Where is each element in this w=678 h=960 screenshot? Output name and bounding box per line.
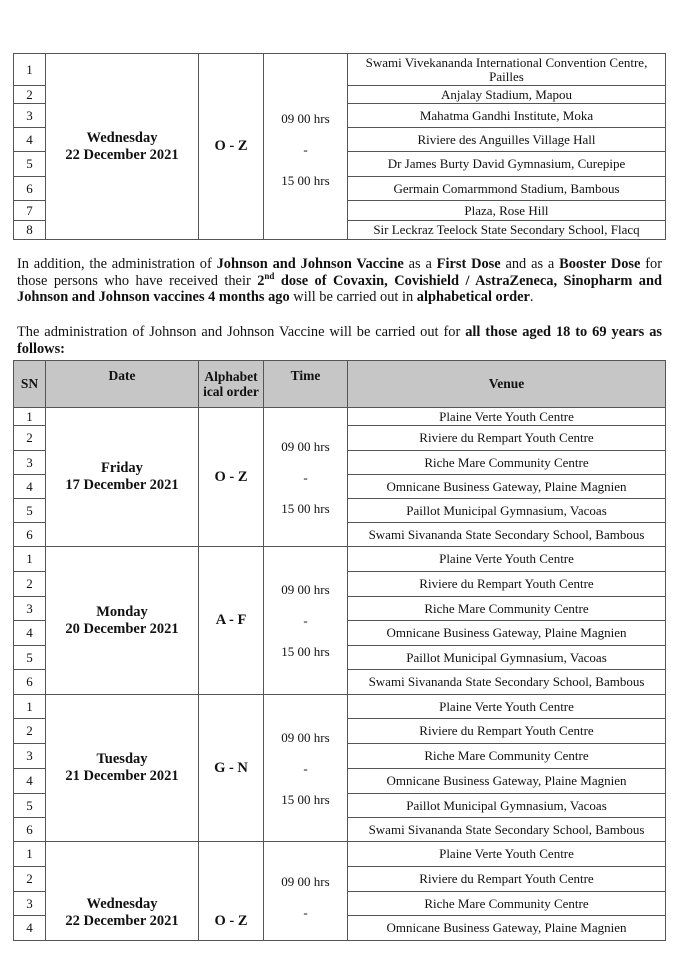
time-end: 15 00 hrs [281, 500, 330, 516]
sn-cell: 5 [14, 152, 46, 177]
time-separator: - [303, 613, 308, 628]
sn-cell: 2 [14, 719, 46, 744]
venue-cell: Swami Vivekananda International Convention Centre, Pailles [348, 54, 666, 86]
alpha-order-cell: G - N [199, 695, 264, 842]
venue-cell: Plaine Verte Youth Centre [348, 408, 666, 426]
date-day: Friday [101, 460, 143, 476]
venue-cell: Paillot Municipal Gymnasium, Vacoas [348, 646, 666, 670]
venue-cell: Sir Leckraz Teelock State Secondary School, Flacq [348, 221, 666, 240]
alpha-order-cell: A - F [199, 547, 264, 695]
sn-cell: 4 [14, 916, 46, 941]
time-separator: - [303, 905, 308, 920]
venue-cell: Plaine Verte Youth Centre [348, 695, 666, 719]
time-cell [264, 695, 348, 842]
sn-cell: 4 [14, 128, 46, 152]
date-day: Monday [96, 603, 148, 620]
sn-cell: 2 [14, 86, 46, 104]
venue-cell: Plaine Verte Youth Centre [348, 842, 666, 867]
venue-cell: Riche Mare Community Centre [348, 744, 666, 769]
venue-cell: Riviere du Rempart Youth Centre [348, 572, 666, 597]
venue-cell: Anjalay Stadium, Mapou [348, 86, 666, 104]
venue-cell: Omnicane Business Gateway, Plaine Magnien [348, 475, 666, 499]
date-full: 21 December 2021 [65, 768, 179, 784]
schedule-table-2 [13, 360, 666, 941]
venue-cell: Paillot Municipal Gymnasium, Vacoas [348, 794, 666, 818]
venue-cell: Riviere du Rempart Youth Centre [348, 867, 666, 892]
venue-cell: Paillot Municipal Gymnasium, Vacoas [348, 499, 666, 523]
sn-cell: 2 [14, 867, 46, 892]
header-date: Date [46, 361, 199, 408]
venue-cell: Omnicane Business Gateway, Plaine Magnien [348, 916, 666, 941]
venue-cell: Riviere des Anguilles Village Hall [348, 128, 666, 152]
venue-cell: Swami Sivananda State Secondary School, Bambous [348, 818, 666, 842]
header-alpha-order: Alphabet ical order [199, 361, 264, 408]
sn-cell: 4 [14, 769, 46, 794]
header-venue: Venue [348, 361, 666, 408]
sn-cell: 6 [14, 818, 46, 842]
venue-cell: Riviere du Rempart Youth Centre [348, 426, 666, 451]
age-group-paragraph: The administration of Johnson and Johnson Vaccine will be carried out for all those aged 18 to 69 years as follows: [17, 324, 663, 357]
date-cell [46, 695, 199, 842]
schedule-table-1 [13, 53, 666, 240]
time-separator: - [303, 760, 308, 776]
sn-cell: 2 [14, 572, 46, 597]
alpha-order-cell: O - Z [199, 842, 264, 941]
sn-cell: 5 [14, 794, 46, 818]
sn-cell: 5 [14, 499, 46, 523]
venue-cell: Riche Mare Community Centre [348, 597, 666, 621]
time-end: 15 00 hrs [281, 644, 330, 659]
venue-cell: Dr James Burty David Gymnasium, Curepipe [348, 152, 666, 177]
sn-cell: 3 [14, 597, 46, 621]
venue-cell: Riche Mare Community Centre [348, 451, 666, 475]
time-cell [264, 408, 348, 547]
date-cell [46, 547, 199, 695]
time-end: 15 00 hrs [281, 791, 330, 807]
header-sn: SN [14, 361, 46, 408]
sn-cell: 5 [14, 646, 46, 670]
time-start: 09 00 hrs [281, 729, 330, 745]
venue-cell: Omnicane Business Gateway, Plaine Magnien [348, 621, 666, 646]
sn-cell: 1 [14, 54, 46, 86]
venue-cell: Plaine Verte Youth Centre [348, 547, 666, 572]
sn-cell: 1 [14, 408, 46, 426]
date-cell [46, 408, 199, 547]
time-start: 09 00 hrs [281, 582, 330, 597]
venue-cell: Swami Sivananda State Secondary School, Bambous [348, 670, 666, 695]
date-full: 22 December 2021 [65, 913, 179, 929]
date-day: Wednesday [86, 129, 158, 146]
time-start: 09 00 hrs [281, 111, 330, 126]
date-cell [46, 842, 199, 941]
date-full: 20 December 2021 [65, 620, 179, 637]
venue-cell: Plaza, Rose Hill [348, 201, 666, 221]
sn-cell: 1 [14, 547, 46, 572]
sn-cell: 3 [14, 104, 46, 128]
date-full: 17 December 2021 [65, 477, 179, 493]
venue-cell: Omnicane Business Gateway, Plaine Magnien [348, 769, 666, 794]
time-cell [264, 842, 348, 941]
sn-cell: 8 [14, 221, 46, 240]
alpha-order-cell: O - Z [199, 54, 264, 240]
venue-cell: Riviere du Rempart Youth Centre [348, 719, 666, 744]
time-separator: - [303, 142, 308, 157]
sn-cell: 2 [14, 426, 46, 451]
venue-cell: Mahatma Gandhi Institute, Moka [348, 104, 666, 128]
sn-cell: 7 [14, 201, 46, 221]
venue-cell: Swami Sivananda State Secondary School, Bambous [348, 523, 666, 547]
time-start: 09 00 hrs [281, 874, 330, 889]
date-cell [46, 54, 199, 240]
venue-cell: Riche Mare Community Centre [348, 892, 666, 916]
time-separator: - [303, 469, 308, 485]
venue-cell: Germain Comarmmond Stadium, Bambous [348, 177, 666, 201]
sn-cell: 3 [14, 451, 46, 475]
time-cell [264, 54, 348, 240]
sn-cell: 6 [14, 670, 46, 695]
time-end: 15 00 hrs [281, 173, 330, 188]
date-day: Wednesday [86, 896, 158, 912]
sn-cell: 6 [14, 177, 46, 201]
date-full: 22 December 2021 [65, 146, 179, 163]
sn-cell: 3 [14, 892, 46, 916]
sn-cell: 3 [14, 744, 46, 769]
sn-cell: 1 [14, 842, 46, 867]
time-start: 09 00 hrs [281, 438, 330, 454]
header-time: Time [264, 361, 348, 408]
intro-paragraph: In addition, the administration of Johnson and Johnson Vaccine as a First Dose and as a Booster Dose for those persons who have received their 2nd dose of Covaxin, Covishield / AstraZeneca, Sinopharm and Johnson and Johnson vaccines 4 months ago will be carried out in alphabetical order. [17, 256, 662, 306]
sn-cell: 6 [14, 523, 46, 547]
alpha-order-cell: O - Z [199, 408, 264, 547]
sn-cell: 4 [14, 475, 46, 499]
date-day: Tuesday [96, 751, 148, 767]
time-cell [264, 547, 348, 695]
sn-cell: 1 [14, 695, 46, 719]
sn-cell: 4 [14, 621, 46, 646]
